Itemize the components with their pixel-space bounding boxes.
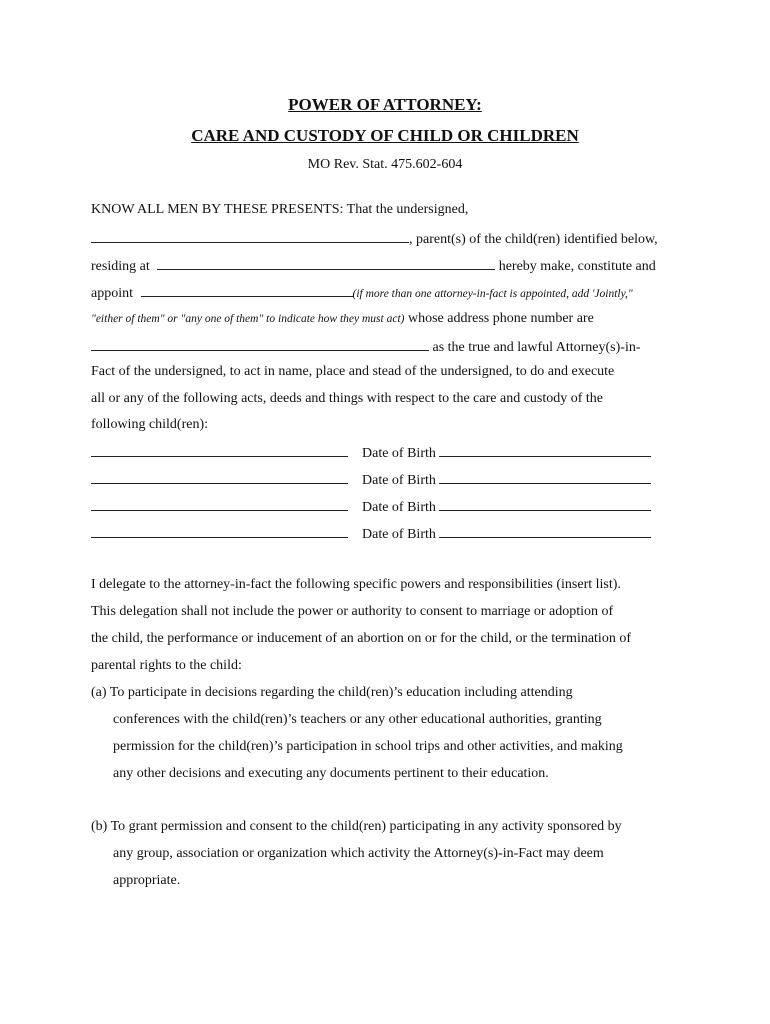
parent-name-line: , parent(s) of the child(ren) identified below, <box>91 229 658 249</box>
item-a-line: (a) To participate in decisions regarding the child(ren)’s education including attending <box>91 685 573 700</box>
residence-blank[interactable] <box>157 256 495 270</box>
item-a-line: permission for the child(ren)’s participation in school trips and other activities, and making <box>113 739 623 754</box>
date-of-birth-blank[interactable] <box>439 524 651 538</box>
body-line: following child(ren): <box>91 417 209 432</box>
child-name-blank[interactable] <box>91 524 348 538</box>
delegation-line: I delegate to the attorney-in-fact the following specific powers and responsibilities (insert list). <box>91 577 621 592</box>
date-of-birth-blank[interactable] <box>439 443 651 457</box>
residence-line: residing at hereby make, constitute and <box>91 256 656 276</box>
body-line: Fact of the undersigned, to act in name, place and stead of the undersigned, to do and execute <box>91 364 615 379</box>
delegation-line: parental rights to the child: <box>91 658 242 673</box>
date-of-birth-blank[interactable] <box>439 497 651 511</box>
child-row-1: Date of Birth <box>91 443 651 463</box>
document-title: POWER OF ATTORNEY: <box>288 95 482 114</box>
delegation-line: This delegation shall not include the power or authority to consent to marriage or adoption of <box>91 604 614 619</box>
child-name-blank[interactable] <box>91 443 348 457</box>
instruction-line: "either of them" or "any one of them" to indicate how they must act) whose address phone number are <box>91 311 594 326</box>
attorney-name-blank[interactable] <box>141 283 353 297</box>
child-name-blank[interactable] <box>91 470 348 484</box>
item-a-line: conferences with the child(ren)’s teachers or any other educational authorities, granting <box>113 712 602 727</box>
body-line: all or any of the following acts, deeds and things with respect to the care and custody of the <box>91 391 604 406</box>
address-line: as the true and lawful Attorney(s)-in- <box>91 337 641 357</box>
appoint-line: appoint (if more than one attorney-in-fact is appointed, add 'Jointly," <box>91 283 633 303</box>
child-row-4: Date of Birth <box>91 524 651 544</box>
child-row-3: Date of Birth <box>91 497 651 517</box>
parent-name-blank[interactable] <box>91 229 409 243</box>
item-b-line: any group, association or organization which activity the Attorney(s)-in-Fact may deem <box>113 846 604 861</box>
item-a-line: any other decisions and executing any documents pertinent to their education. <box>113 766 549 781</box>
item-b-line: appropriate. <box>113 873 181 888</box>
date-of-birth-blank[interactable] <box>439 470 651 484</box>
child-row-2: Date of Birth <box>91 470 651 490</box>
address-phone-blank[interactable] <box>91 337 429 351</box>
statute-reference: MO Rev. Stat. 475.602-604 <box>307 157 463 172</box>
child-name-blank[interactable] <box>91 497 348 511</box>
item-b-line: (b) To grant permission and consent to the child(ren) participating in any activity sponsored by <box>91 819 622 834</box>
delegation-line: the child, the performance or inducement of an abortion on or for the child, or the termination of <box>91 631 631 646</box>
document-subtitle: CARE AND CUSTODY OF CHILD OR CHILDREN <box>191 126 579 145</box>
preamble-line: KNOW ALL MEN BY THESE PRESENTS: That the undersigned, <box>91 202 469 217</box>
